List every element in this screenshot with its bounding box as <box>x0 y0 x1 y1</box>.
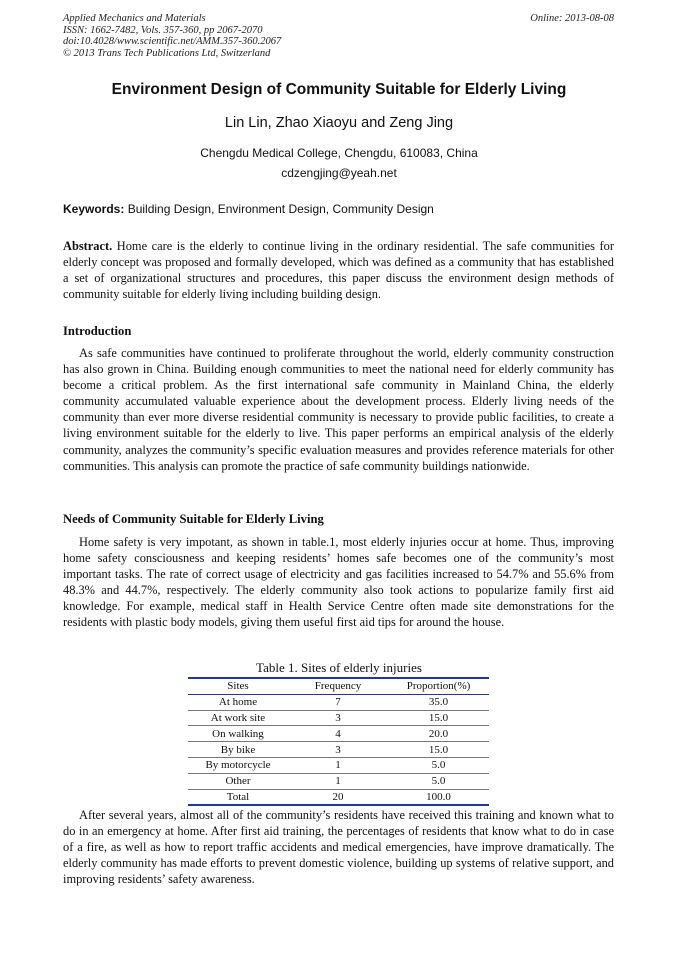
table-cell: 3 <box>288 742 388 758</box>
keywords <box>63 202 434 216</box>
injury-sites-table <box>188 677 489 806</box>
table-cell: 5.0 <box>388 773 489 789</box>
table-cell: 1 <box>288 773 388 789</box>
table-row-total <box>188 789 489 805</box>
table-cell: 15.0 <box>388 710 489 726</box>
table-cell: 7 <box>288 694 388 710</box>
table-row <box>188 757 489 773</box>
table-cell: 1 <box>288 757 388 773</box>
table-cell: 100.0 <box>388 789 489 805</box>
keywords-text: Building Design, Environment Design, Community Design <box>127 202 434 216</box>
table-cell: 35.0 <box>388 694 489 710</box>
abstract-label: Abstract. <box>63 239 113 253</box>
doi-line: doi:10.4028/www.scientific.net/AMM.357-360.2067 <box>63 36 282 48</box>
table-header-cell: Proportion(%) <box>388 678 489 694</box>
table-row <box>188 742 489 758</box>
table-cell: At home <box>188 694 288 710</box>
table-header-cell: Sites <box>188 678 288 694</box>
abstract <box>63 238 614 302</box>
table-row <box>188 694 489 710</box>
table-cell: At work site <box>188 710 288 726</box>
table-cell: By bike <box>188 742 288 758</box>
table-cell: Other <box>188 773 288 789</box>
abstract-text: Home care is the elderly to continue living in the ordinary residential. The safe communities for elderly concept was proposed and formally developed, which was defined as a community that has established a set of organizational structures and procedures, this paper discuss the environment design methods of community suitable for elderly living including building design. <box>63 239 614 302</box>
journal-header <box>63 13 281 59</box>
table-header-cell: Frequency <box>288 678 388 694</box>
table-cell: On walking <box>188 726 288 742</box>
author-email[interactable]: cdzengjing@yeah.net <box>281 166 397 180</box>
table-cell: 20.0 <box>388 726 489 742</box>
table-cell: 15.0 <box>388 742 489 758</box>
table-cell: Total <box>188 789 288 805</box>
section-heading-needs: Needs of Community Suitable for Elderly Living <box>63 512 324 526</box>
table-row <box>188 773 489 789</box>
paper-authors: Lin Lin, Zhao Xiaoyu and Zeng Jing <box>224 115 454 131</box>
table-row <box>188 726 489 742</box>
table-row <box>188 710 489 726</box>
issn-line: ISSN: 1662-7482, Vols. 357-360, pp 2067-2070 <box>63 24 263 36</box>
table-cell: By motorcycle <box>188 757 288 773</box>
table-cell: 4 <box>288 726 388 742</box>
copyright-line: © 2013 Trans Tech Publications Ltd, Switzerland <box>63 47 271 59</box>
after-training-paragraph: After several years, almost all of the community’s residents have received this training and known what to do in an emergency at home. After first aid training, the percentages of residents that know what to do in case of a fire, as well as how to report traffic accidents and medical emergencies, have improve dramatically. The elderly community has made efforts to prevent domestic violence, building up systems of relative support, and improving residents’ safety awareness. <box>63 808 614 887</box>
paper-title: Environment Design of Community Suitable for Elderly Living <box>111 81 567 98</box>
online-date: Online: 2013-08-08 <box>530 13 614 24</box>
table-cell: 5.0 <box>388 757 489 773</box>
section-heading-introduction: Introduction <box>63 324 132 338</box>
needs-paragraph: Home safety is very impotant, as shown in table.1, most elderly injuries occur at home. Thus, improving home safety consciousness and keeping residents’ homes safe becomes one of the community’s most important tasks. The rate of correct usage of electricity and gas facilities increased to 54.7% and 55.6% from 48.3% and 44.7%, respectively. The elderly community also took actions to popularize family first aid knowledge. For example, medical staff in Health Service Centre often made site demonstrations for the residents with plastic body models, giving them useful first aid tips for around the house. <box>63 535 614 630</box>
journal-name: Applied Mechanics and Materials <box>63 13 206 24</box>
table-caption: Table 1. Sites of elderly injuries <box>256 660 422 675</box>
keywords-label: Keywords: <box>63 202 125 216</box>
table-cell: 3 <box>288 710 388 726</box>
introduction-paragraph: As safe communities have continued to proliferate throughout the world, elderly community construction has also grown in China. Building enough communities to meet the national need for elderly community has become a critical problem. As the first international safe community in Mainland China, the elderly community accumulated valuable experience about the development process. Elderly living needs of the community than ever more diverse residential community is necessary to provide public facilities, to create a living environment suitable for the elderly to live. This paper performs an empirical analysis of the elderly community, analyzes the community’s specific evaluation measures and provides reference materials for other communities. This analysis can promote the practice of safe community buildings nationwide. <box>63 346 614 473</box>
affiliation: Chengdu Medical College, Chengdu, 610083, China <box>200 146 478 160</box>
table-header-row <box>188 678 489 694</box>
table-cell: 20 <box>288 789 388 805</box>
